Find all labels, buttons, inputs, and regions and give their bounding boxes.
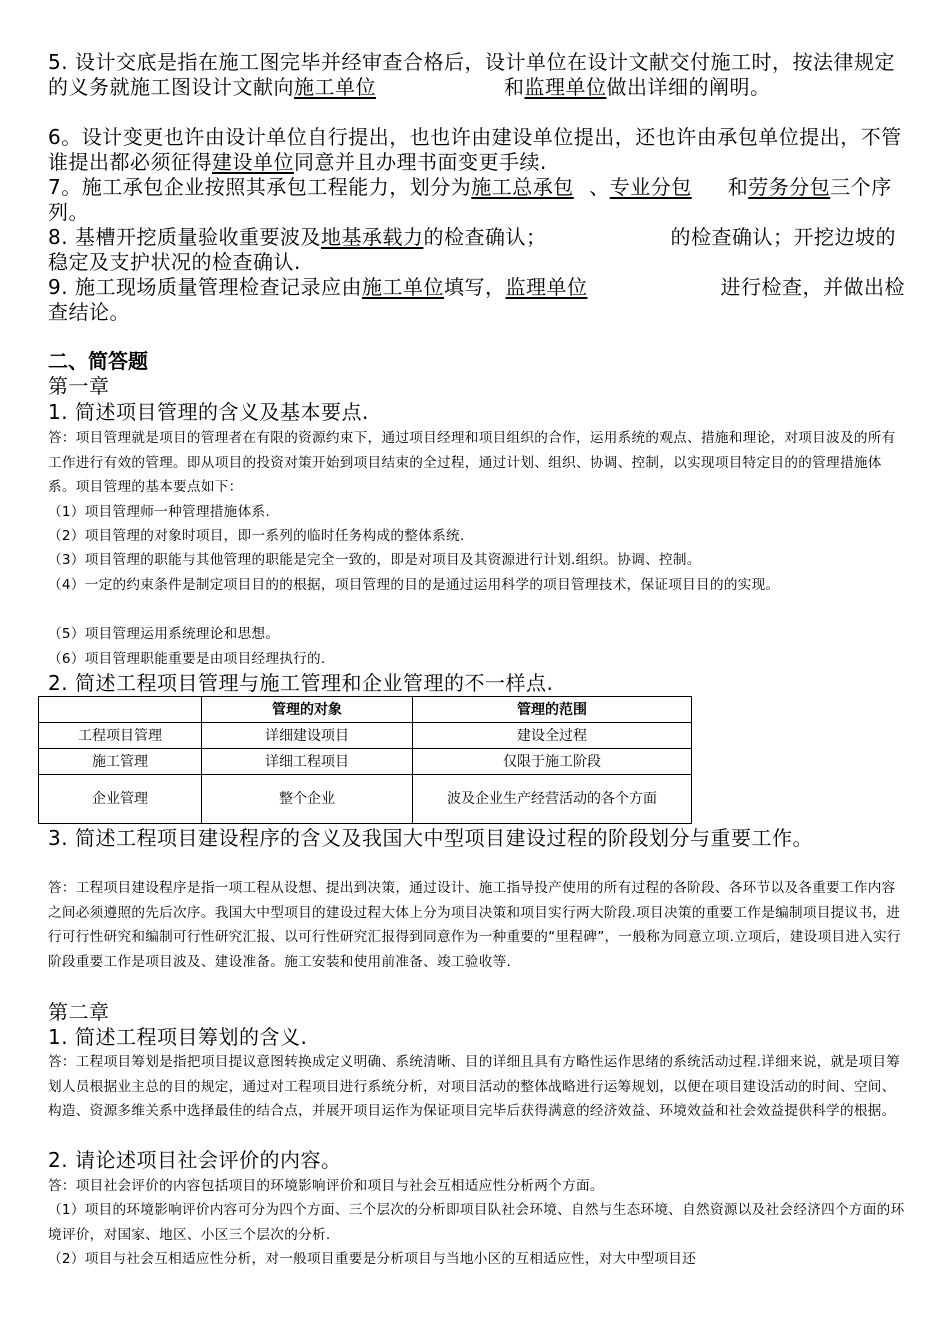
table-row [39,723,692,749]
table-row [39,775,692,824]
answer-point: （1）项目的环境影响评价内容可分为四个方面、三个层次的分析即项目队社会环境、自然与生态环境、自然资源以及社会经济四个方面的环境评价，对国家、地区、小区三个层次的分析. [48,1202,905,1243]
question-text: 三个序列。 [48,175,892,224]
fill-question-5 [48,50,908,100]
table-cell: 详细工程项目 [202,749,413,775]
question-heading: 1. 简述工程项目筹划的含义. [48,1025,308,1049]
answer-point: （1）项目管理师一种管理措施体系. [48,504,270,520]
answer-blank: 地基承载力 [320,225,424,249]
fill-question-6 [48,125,908,175]
answer-point: （3）项目管理的职能与其他管理的职能是完全一致的，即是对项目及其资源进行计划.组织。协调、控制。 [48,552,701,568]
answer-paragraph: 答：项目管理就是项目的管理者在有限的资源约束下，通过项目经理和项目组织的合作，运用系统的观点、措施和理论，对项目波及的所有工作进行有效的管理。即从项目的投资对策开始到项目结束的全过程，通过计划、组织、协调、控制，以实现项目特定目的的管理措施体系。项目管理的基本要点如下： [48,430,896,496]
question-text: 8. 基槽开挖质量验收重要波及 [48,225,321,249]
table-cell: 企业管理 [39,775,202,824]
answer-paragraph: 答：工程项目建设程序是指一项工程从设想、提出到决策，通过设计、施工指导投产使用的所有过程的各阶段、各环节以及各重要工作内容之间必须遵照的先后次序。我国大中型项目的建设过程大体上分为项目决策和项目实行两大阶段.项目决策的重要工作是编制项目提议书，进行可行性研究和编制可行性研究汇报、以可行性研究汇报得到同意作为一种重要的“里程碑”，一般称为同意立项.立项后，建设项目进入实行阶段重要工作是项目波及、建设准备。施工安装和使用前准备、竣工验收等. [48,880,901,970]
question-text: 和 [504,75,525,99]
question-text: 同意并且办理书面变更手续. [294,150,547,174]
answer-blank: 劳务分包 [748,175,831,199]
answer-blank: 专业分包 [609,175,692,199]
question-text: 5. 设计交底是指在施工图完毕并经审查合格后，设计单位在设计文献交付施工时，按法律规定的义务就施工图设计文献向 [48,50,895,99]
table-header-row [39,697,692,723]
question-text: 做出详细的阐明。 [606,75,771,99]
table-row [39,749,692,775]
question-text: 6。设计变更也许由设计单位自行提出，也也许由建设单位提出，还也许由承包单位提出，不管谁提出都必须征得 [48,125,902,174]
question-text: 、 [589,175,610,199]
answer-point: （2）项目与社会互相适应性分析，对一般项目重要是分析项目与当地小区的互相适应性，对大中型项目还 [48,1251,697,1267]
question-heading: 2. 请论述项目社会评价的内容。 [48,1148,342,1172]
answer-paragraph: 答：项目社会评价的内容包括项目的环境影响评价和项目与社会互相适应性分析两个方面。 [48,1178,604,1194]
fill-question-9 [48,275,908,325]
empty-answer-blank [546,225,670,250]
question-text: 进行检查，并做出检查结论。 [48,275,905,324]
question-heading: 1. 简述项目管理的含义及基本要点. [48,400,369,424]
table-cell: 工程项目管理 [39,723,202,749]
table-cell: 波及企业生产经营活动的各个方面 [413,775,692,824]
question-text: 和 [727,175,749,199]
table-cell: 施工管理 [39,749,202,775]
table-cell: 建设全过程 [413,723,692,749]
answer-point: （5）项目管理运用系统理论和思想。 [48,626,280,642]
answer-blank: 监理单位 [524,75,607,99]
question-text: 的检查确认； [423,225,547,249]
answer-blank: 施工总承包 [471,175,574,199]
answer-blank: 监理单位 [505,275,588,299]
fill-question-7 [48,175,908,225]
table-header-cell [39,697,202,723]
comparison-table [38,696,692,824]
table-cell: 详细建设项目 [202,723,413,749]
answer-blank: 施工单位 [294,75,376,99]
table-header-cell: 管理的范围 [413,697,692,723]
answer-point: （4）一定的约束条件是制定项目目的的根据，项目管理的目的是通过运用科学的项目管理技术，保证项目目的的实现。 [48,577,780,593]
fill-question-8 [48,225,908,275]
section-title: 二、简答题 [48,349,148,373]
chapter-title: 第二章 [48,1000,110,1024]
answer-point: （6）项目管理职能重要是由项目经理执行的. [48,651,326,667]
answer-paragraph: 答：工程项目筹划是指把项目提议意图转换成定义明确、系统清晰、目的详细且具有方略性运作思绪的系统活动过程.详细来说，就是项目筹划人员根据业主总的目的规定，通过对工程项目进行系统分析，对项目活动的整体战略进行运筹规划，以便在项目建设活动的时间、空间、构造、资源多维关系中选择最佳的结合点，并展开项目运作为保证项目完毕后获得满意的经济效益、环境效益和社会效益提供科学的根据。 [48,1054,901,1120]
table-header-cell: 管理的对象 [202,697,413,723]
question-text: 的检查确认；开挖边坡的稳定及支护状况的检查确认. [48,225,896,274]
answer-blank: 施工单位 [361,275,444,299]
question-text: 9. 施工现场质量管理检查记录应由 [48,275,362,299]
question-text: 填写， [443,275,506,299]
chapter-title: 第一章 [48,374,110,398]
question-heading: 3. 简述工程项目建设程序的含义及我国大中型项目建设过程的阶段划分与重要工作。 [48,826,813,850]
table-cell: 仅限于施工阶段 [413,749,692,775]
question-heading: 2. 简述工程项目管理与施工管理和企业管理的不一样点. [48,671,554,695]
question-text: 7。施工承包企业按照其承包工程能力，划分为 [48,175,472,199]
answer-point: （2）项目管理的对象时项目，即一系列的临时任务构成的整体系统. [48,528,465,544]
table-cell: 整个企业 [202,775,413,824]
answer-blank: 建设单位 [212,150,294,174]
